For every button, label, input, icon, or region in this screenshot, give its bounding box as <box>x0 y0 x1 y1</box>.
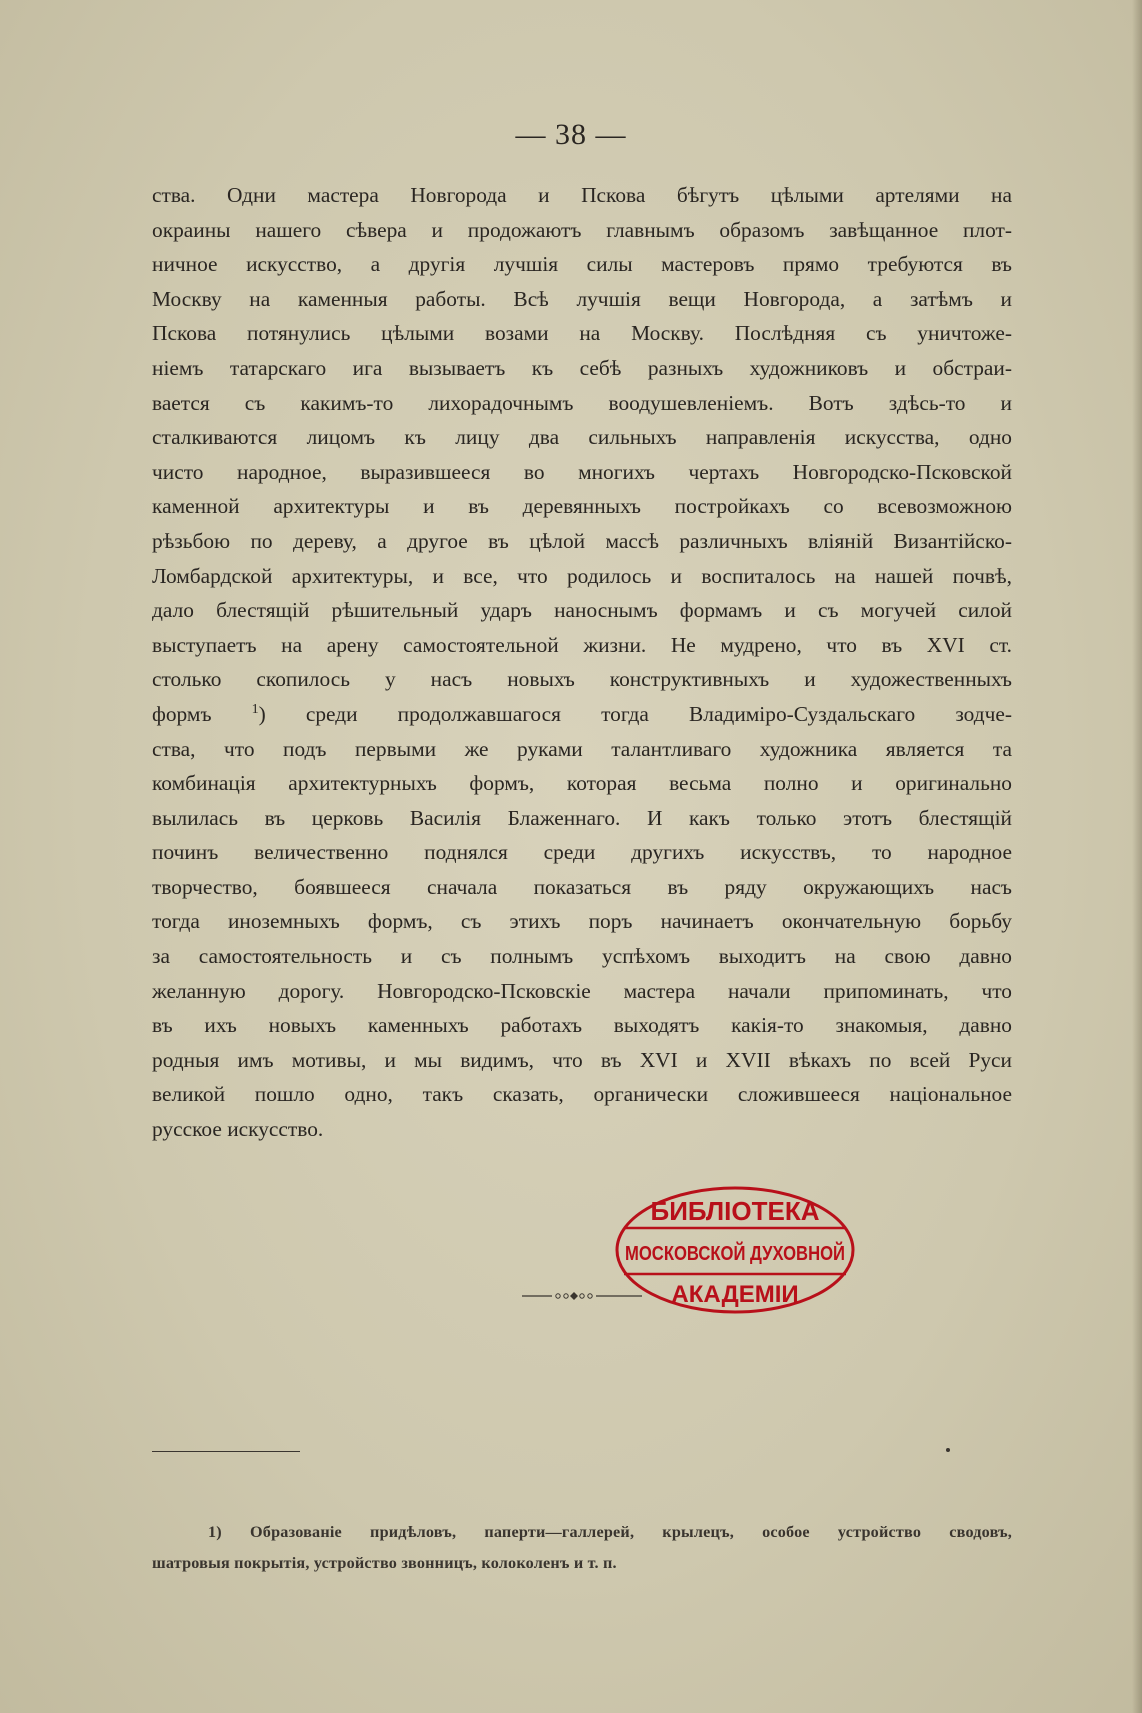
text-line: комбинація архитектурныхъ формъ, которая весьма полно и оригинально <box>152 771 1012 796</box>
text-line: вылилась въ церковь Василія Блаженнаго. И какъ только этотъ блестящій <box>152 805 1012 830</box>
text-line: родныя имъ мотивы, и мы видимъ, что въ XVI и XVII вѣкахъ по всей Руси <box>152 1047 1012 1072</box>
footnote-divider <box>152 1451 300 1452</box>
text-line: творчество, боявшееся сначала показаться въ ряду окружающихъ насъ <box>152 874 1012 899</box>
footnote-ref-paren: ) <box>258 701 266 726</box>
stamp-middle-text: МОСКОВСКОЙ ДУХОВНОЙ <box>625 1243 890 1265</box>
page-speck <box>946 1448 950 1452</box>
text-line: тогда иноземныхъ формъ, съ этихъ поръ начинаетъ окончательную борьбу <box>152 909 1012 934</box>
stamp-top-text: БИБЛІОТЕКА <box>650 1196 820 1226</box>
text-line: ніемъ татарскаго ига вызываетъ къ себѣ разныхъ художниковъ и обстраи- <box>152 355 1012 380</box>
text-line: столько скопилось у насъ новыхъ конструктивныхъ и художественныхъ <box>152 667 1012 692</box>
text-line-with-footnote <box>152 697 1012 732</box>
text-line: выступаетъ на арену самостоятельной жизни. Не мудрено, что въ XVI ст. <box>152 632 1012 657</box>
text-line: дало блестящій рѣшительный ударъ наноснымъ формамъ и съ могучей силой <box>152 598 1012 623</box>
line-rest: среди продолжавшагося тогда Владиміро-Суздальскаго зодче- <box>305 701 1012 726</box>
text-line: окраины нашего сѣвера и продожаютъ главнымъ образомъ завѣщанное плот- <box>152 217 1012 242</box>
page-number: — 38 — <box>515 118 627 151</box>
text-line: желанную дорогу. Новгородско-Псковскіе мастера начали припоминать, что <box>152 978 1012 1003</box>
library-stamp <box>610 1180 890 1320</box>
text-line: рѣзьбою по дереву, а другое въ цѣлой массѣ различныхъ вліяній Византійско- <box>152 528 1012 553</box>
text-line: Пскова потянулись цѣлыми возами на Москву. Послѣдняя съ уничтоже- <box>152 321 1012 346</box>
footnote <box>152 1517 1012 1579</box>
text-line: въ ихъ новыхъ каменныхъ работахъ выходятъ какія-то знакомыя, давно <box>152 1013 1012 1038</box>
text-line: чисто народное, выразившееся во многихъ чертахъ Новгородско-Псковской <box>152 459 1012 484</box>
text-line-last: русское искусство. <box>152 1117 324 1142</box>
text-line: ства. Одни мастера Новгорода и Пскова бѣгутъ цѣлыми артелями на <box>152 183 1012 207</box>
footnote-ref[interactable]: 1 <box>251 701 259 717</box>
footnote-line: шатровыя покрытія, устройство звонницъ, колоколенъ и т. п. <box>152 1554 617 1572</box>
main-text <box>152 178 1012 1147</box>
text-line: вается съ какимъ-то лихорадочнымъ воодушевленіемъ. Вотъ здѣсь-то и <box>152 390 1012 415</box>
text-line: за самостоятельность и съ полнымъ успѣхомъ выходитъ на свою давно <box>152 944 1012 969</box>
footnote-line: 1) Образованіе придѣловъ, паперти—галлерей, крылецъ, особое устройство сводовъ, <box>208 1523 1012 1541</box>
text-line: сталкиваются лицомъ къ лицу два сильныхъ направленія искусства, одно <box>152 425 1012 450</box>
text-line: великой пошло одно, такъ сказать, органически сложившееся національное <box>152 1082 1012 1107</box>
text-line: ничное искусство, а другія лучшія силы мастеровъ прямо требуются въ <box>152 252 1012 277</box>
stamp-bottom-text: АКАДЕМІИ <box>671 1281 799 1308</box>
line-prefix: формъ <box>152 701 212 726</box>
text-line: Ломбардской архитектуры, и все, что родилось и воспиталось на нашей почвѣ, <box>152 563 1012 588</box>
text-line: ства, что подъ первыми же руками талантливаго художника является та <box>152 736 1012 761</box>
text-line: починъ величественно поднялся среди другихъ искусствъ, то народное <box>152 840 1012 865</box>
text-line: Москву на каменныя работы. Всѣ лучшія вещи Новгорода, а затѣмъ и <box>152 286 1012 311</box>
text-line: каменной архитектуры и въ деревянныхъ постройкахъ со всевозможною <box>152 494 1012 519</box>
page-edge-shadow <box>1132 0 1142 1713</box>
